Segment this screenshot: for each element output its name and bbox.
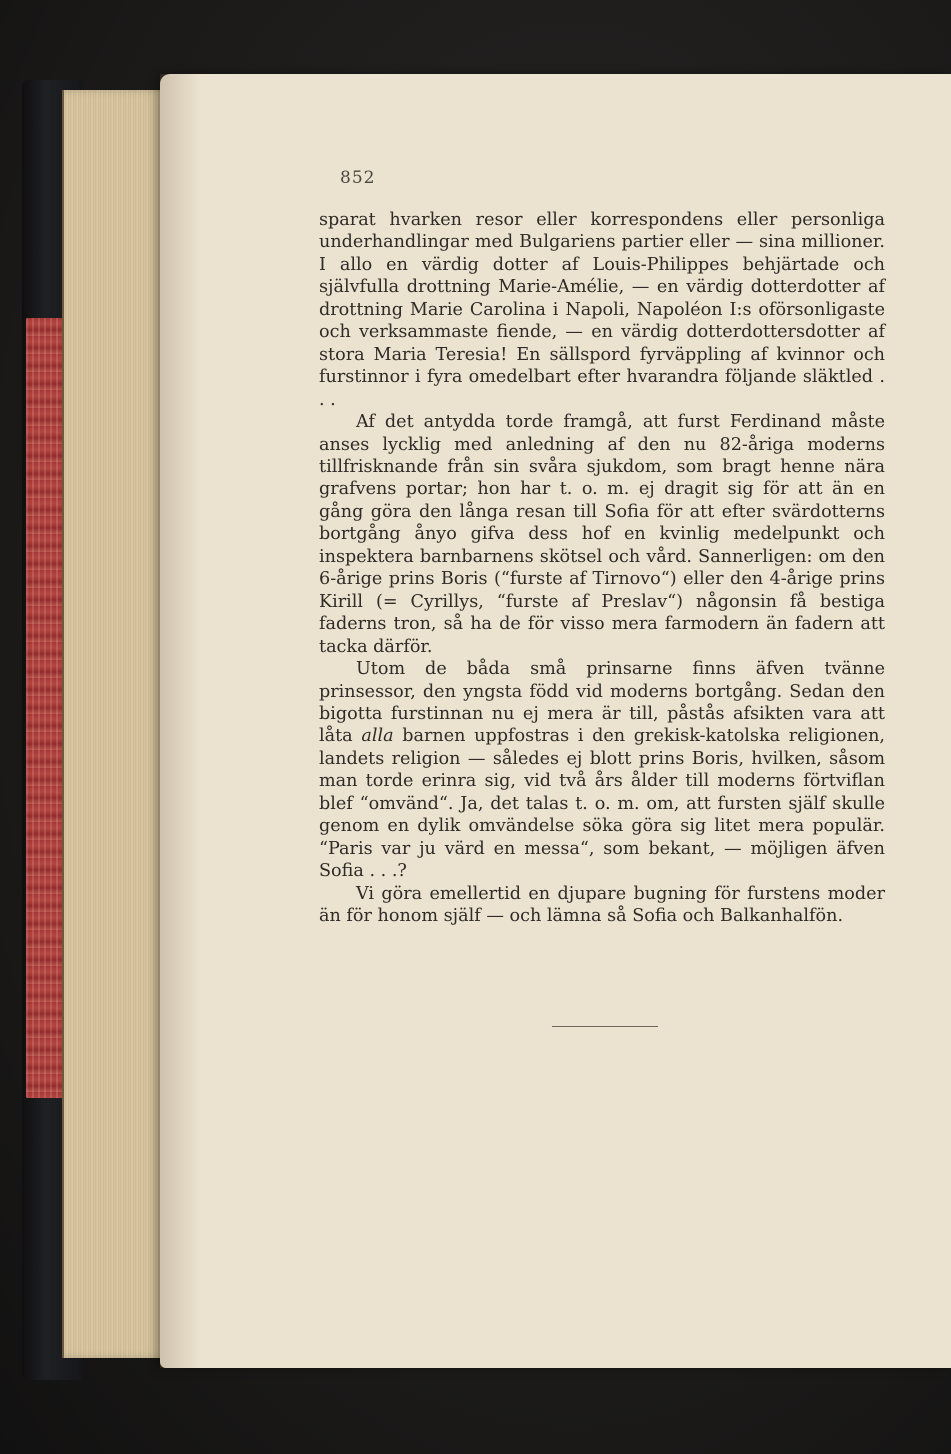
page-edges xyxy=(62,90,168,1358)
paragraph-3 xyxy=(319,658,885,883)
paragraph-3-emphasis: alla xyxy=(361,726,394,747)
paragraph-1 xyxy=(319,209,885,411)
paragraph-4-text: Vi göra emellertid en djupare bugning för furstens moder än för honom själf — och lämna så Sofia och Balkanhalfön. xyxy=(319,883,885,927)
paragraph-1-text: sparat hvarken resor eller korrespondens eller personliga underhandlingar med Bulgariens partier eller — sina millioner. I allo en värdig dotter af Louis-Philippes behjärtade och självfulla drottning Marie-Amélie, — en värdig dotterdotter af drottning Marie Carolina i Napoli, Napoléon I:s oförsonligaste och verksammaste fiende, — en värdig dotterdottersdotter af stora Maria Teresia! En sällspord fyrväppling af kvinnor och furstinnor i fyra omedelbart efter hvarandra följande släktled . . . xyxy=(319,210,885,410)
page-number: 852 xyxy=(340,168,376,188)
paragraph-2-text: Af det antydda torde framgå, att furst Ferdinand måste anses lycklig med anledning af den nu 82-åriga moderns tillfrisknande från sin svåra sjukdom, som bragt henne nära grafvens portar; hon har t. o. m. ej dragit sig för att än en gång göra den långa resan till Sofia för att efter svärdotterns bortgång ånyo gifva dess hof en kvinlig medelpunkt och inspektera barnbarnens skötsel och vård. Sannerligen: om den 6-årige prins Boris (“furste af Tirnovo“) eller den 4-årige prins Kirill (= Cyrillys, “furste af Preslav“) någonsin få bestiga faderns tron, så ha de för visso mera farmodern än fadern att tacka därför. xyxy=(319,412,885,657)
paragraph-3-text-a: Utom de båda små prinsarne finns äfven tvänne prinsessor, den yngsta född vid moderns bortgång. Sedan den bigotta furstinnan nu ej mera är till, påstås afsikten vara att låta xyxy=(319,659,885,747)
paragraph-2 xyxy=(319,411,885,658)
paragraph-4 xyxy=(319,883,885,928)
section-divider xyxy=(552,1026,658,1027)
paragraph-3-text-b: barnen uppfostras i den grekisk-katolska religionen, landets religion — således ej blott prins Boris, hvilken, såsom man torde erinra sig, vid två års ålder till moderns förtviflan blef “omvänd“. Ja, det talas t. o. m. om, att fursten själf skulle genom en dylik omvändelse söka göra sig litet mera populär. “Paris var ju värd en messa“, som bekant, — möjligen äfven Sofia . . .? xyxy=(319,726,886,882)
book-spine-decoration xyxy=(26,318,66,1098)
body-text xyxy=(319,209,885,928)
